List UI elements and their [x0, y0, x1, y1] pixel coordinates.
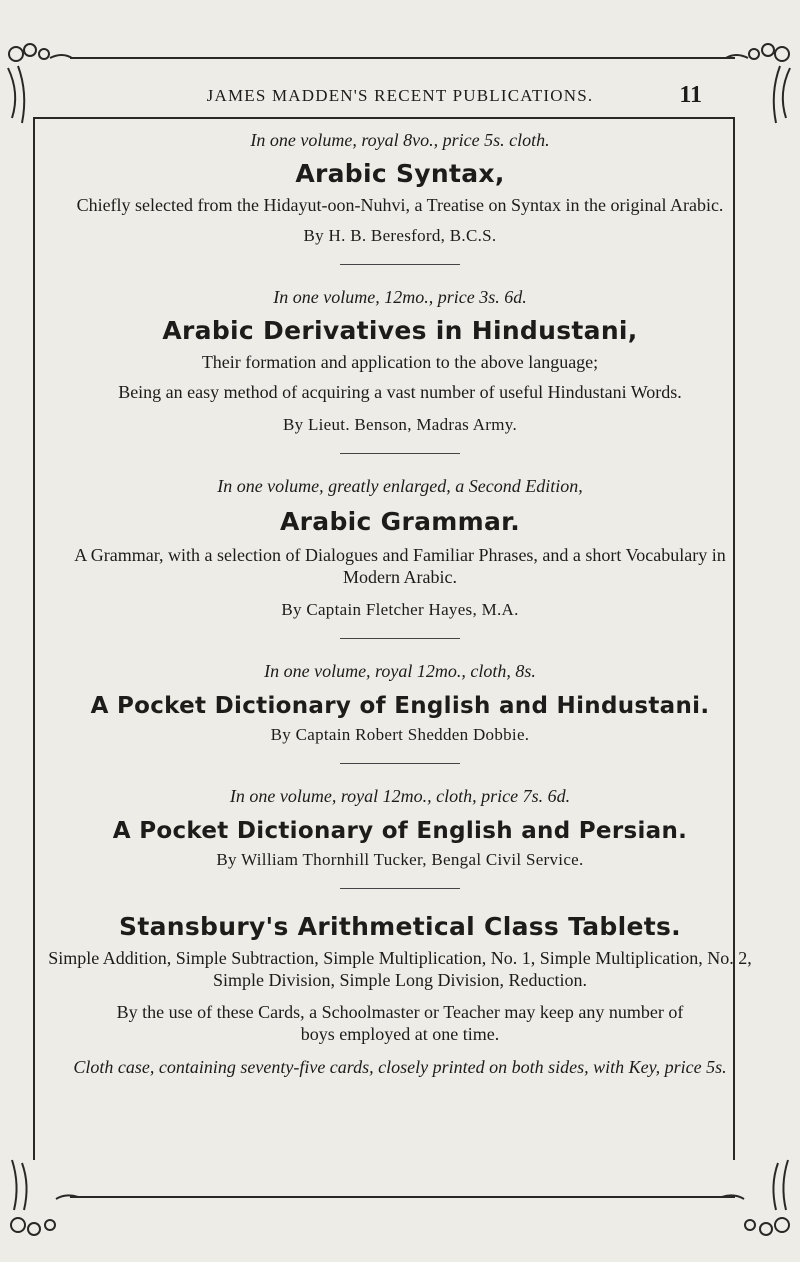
entry-author: By Captain Fletcher Hayes, M.A.: [281, 600, 519, 619]
entry-pocket-dictionary-persian: [30, 784, 770, 870]
divider-rule: [340, 763, 460, 764]
entry-edition: In one volume, royal 8vo., price 5s. cloth.: [250, 130, 550, 150]
entry-description-2: Being an easy method of acquiring a vast number of useful Hindustani Words.: [118, 382, 682, 402]
frame-header-rule: [33, 117, 733, 119]
entry-edition: In one volume, 12mo., price 3s. 6d.: [273, 287, 527, 307]
divider-rule: [340, 638, 460, 639]
entry-edition: Cloth case, containing seventy-five cards, closely printed on both sides, with Key, price 5s.: [73, 1057, 727, 1077]
entry-arabic-syntax: [30, 128, 770, 246]
entry-author: By William Thornhill Tucker, Bengal Civil Service.: [216, 850, 584, 869]
entry-author: By Captain Robert Shedden Dobbie.: [270, 725, 530, 744]
top-left-ornament: [0, 38, 80, 128]
entry-title: Arabic Grammar.: [280, 507, 520, 536]
entry-title: Stansbury's Arithmetical Class Tablets.: [119, 912, 681, 941]
entry-edition: In one volume, royal 12mo., cloth, price 7s. 6d.: [229, 786, 571, 806]
entry-title: Arabic Syntax,: [295, 159, 505, 188]
entry-title: Arabic Derivatives in Hindustani,: [162, 316, 638, 345]
entry-author: By Lieut. Benson, Madras Army.: [282, 415, 518, 434]
entry-description: A Grammar, with a selection of Dialogues and Familiar Phrases, and a short Vocabulary in Modern Arabic.: [74, 545, 726, 587]
divider-rule: [340, 453, 460, 454]
catalogue-content: [30, 120, 770, 1079]
entry-edition: In one volume, greatly enlarged, a Second Edition,: [217, 476, 583, 496]
entry-description: Simple Addition, Simple Subtraction, Simple Multiplication, No. 1, Simple Multiplication, No. 2, Simple Division, Simple Long Division, Reduction.: [48, 948, 752, 990]
entry-pocket-dictionary-hindustani: [30, 659, 770, 745]
entry-stansbury-tablets: [30, 911, 770, 1079]
bottom-left-ornament: [0, 1155, 90, 1245]
entry-description-2: By the use of these Cards, a Schoolmaster or Teacher may keep any number of boys employed at one time.: [116, 1002, 684, 1044]
entry-arabic-grammar: [30, 474, 770, 620]
entry-author: By H. B. Beresford, B.C.S.: [303, 226, 497, 245]
entry-description: Their formation and application to the above language;: [201, 352, 599, 372]
entry-arabic-derivatives: [30, 285, 770, 435]
frame-bottom-rule: [70, 1196, 735, 1198]
frame-top-rule: [70, 57, 735, 59]
running-head: JAMES MADDEN'S RECENT PUBLICATIONS.: [206, 86, 594, 105]
divider-rule: [340, 888, 460, 889]
divider-rule: [340, 264, 460, 265]
entry-title: A Pocket Dictionary of English and Hindustani.: [90, 693, 710, 719]
page-number: 11: [679, 82, 702, 108]
bottom-right-ornament: [712, 1155, 800, 1245]
entry-title: A Pocket Dictionary of English and Persian.: [112, 818, 688, 844]
entry-edition: In one volume, royal 12mo., cloth, 8s.: [264, 661, 536, 681]
top-right-ornament: [718, 38, 798, 128]
entry-description: Chiefly selected from the Hidayut-oon-Nuhvi, a Treatise on Syntax in the original Arabic.: [76, 195, 724, 215]
